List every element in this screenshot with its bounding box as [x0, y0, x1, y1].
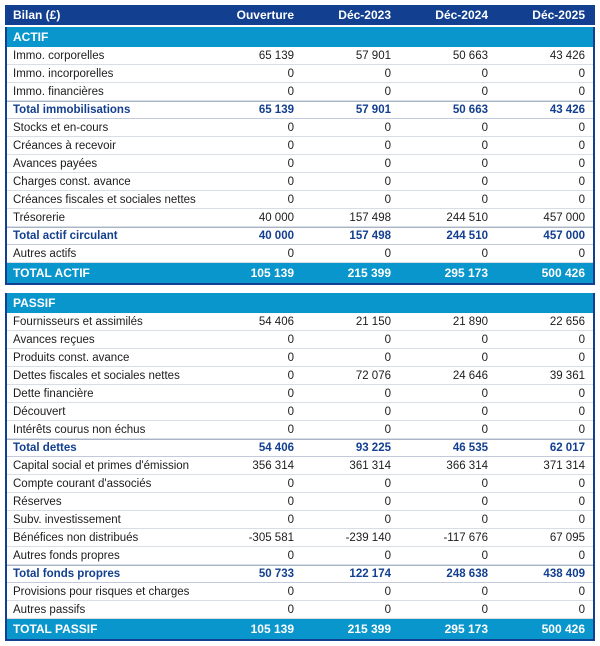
cell-value: 0 [481, 193, 488, 206]
cell-value: 0 [578, 387, 585, 400]
cell-value: 0 [384, 121, 391, 134]
cell-value: 0 [578, 157, 585, 170]
row-label: Total actif circulant [13, 230, 118, 242]
column-header-ouverture: Ouverture [236, 8, 294, 22]
cell-value: 0 [481, 423, 488, 436]
table-row [7, 155, 593, 173]
cell-value: 65 139 [258, 104, 294, 116]
cell-value: -305 581 [248, 531, 294, 544]
cell-value: 0 [578, 585, 585, 598]
row-label: Autres fonds propres [13, 549, 120, 562]
table-row [7, 331, 593, 349]
table-row [7, 547, 593, 565]
section-title: PASSIF [13, 296, 56, 310]
cell-value: 0 [287, 495, 294, 508]
row-label: Découvert [13, 405, 66, 418]
cell-value: 54 406 [258, 315, 294, 328]
cell-value: 0 [384, 193, 391, 206]
table-row [7, 119, 593, 137]
row-label: Fournisseurs et assimilés [13, 315, 143, 328]
cell-value: 57 901 [355, 104, 391, 116]
cell-value: 0 [384, 585, 391, 598]
table-body [5, 27, 595, 641]
cell-value: 0 [384, 67, 391, 80]
row-label: Total immobilisations [13, 104, 131, 116]
table-row [7, 601, 593, 619]
cell-value: 0 [481, 405, 488, 418]
cell-value: 361 314 [349, 459, 391, 472]
subtotal-row [7, 227, 593, 245]
row-label: Immo. financières [13, 85, 104, 98]
table-row [7, 209, 593, 227]
cell-value: 0 [481, 513, 488, 526]
cell-value: 0 [384, 477, 391, 490]
cell-value: 0 [481, 157, 488, 170]
table-row [7, 403, 593, 421]
cell-value: 0 [384, 423, 391, 436]
row-label: Subv. investissement [13, 513, 121, 526]
cell-value: 0 [481, 585, 488, 598]
cell-value: 21 150 [355, 315, 391, 328]
cell-value: 0 [578, 247, 585, 260]
cell-value: 0 [481, 175, 488, 188]
cell-value: 0 [578, 351, 585, 364]
cell-value: 43 426 [549, 104, 585, 116]
row-label: Provisions pour risques et charges [13, 585, 190, 598]
cell-value: 0 [384, 333, 391, 346]
cell-value: 122 174 [349, 568, 391, 580]
table-row [7, 385, 593, 403]
cell-value: 0 [578, 405, 585, 418]
row-label: Charges const. avance [13, 175, 131, 188]
cell-value: 0 [384, 513, 391, 526]
cell-value: 0 [481, 333, 488, 346]
row-label: Stocks et en-cours [13, 121, 109, 134]
cell-value: 0 [287, 333, 294, 346]
total-value: 500 426 [541, 622, 585, 636]
total-value: 215 399 [347, 622, 391, 636]
table-row [7, 65, 593, 83]
row-label: Autres actifs [13, 247, 77, 260]
total-value: 500 426 [541, 266, 585, 280]
cell-value: 157 498 [349, 230, 391, 242]
cell-value: 0 [481, 85, 488, 98]
table-row [7, 367, 593, 385]
row-label: Dette financière [13, 387, 94, 400]
cell-value: 0 [384, 247, 391, 260]
cell-value: 46 535 [452, 442, 488, 454]
table-row [7, 349, 593, 367]
row-label: Créances à recevoir [13, 139, 116, 152]
cell-value: 0 [578, 477, 585, 490]
total-value: 215 399 [347, 266, 391, 280]
row-label: Autres passifs [13, 603, 86, 616]
cell-value: 457 000 [543, 230, 585, 242]
table-header-row [5, 5, 595, 25]
grand-total-row [7, 619, 593, 639]
total-value: 295 173 [444, 266, 488, 280]
row-label: Total fonds propres [13, 568, 121, 580]
row-label: Avances payées [13, 157, 98, 170]
cell-value: 43 426 [549, 49, 585, 62]
section-passif [5, 293, 595, 641]
cell-value: 0 [481, 603, 488, 616]
cell-value: 0 [384, 405, 391, 418]
cell-value: 0 [287, 387, 294, 400]
cell-value: 0 [578, 139, 585, 152]
cell-value: 62 017 [549, 442, 585, 454]
cell-value: 50 663 [452, 104, 488, 116]
cell-value: 457 000 [543, 211, 585, 224]
cell-value: 0 [481, 247, 488, 260]
row-label: Total dettes [13, 442, 77, 454]
cell-value: 0 [287, 423, 294, 436]
table-row [7, 529, 593, 547]
table-row [7, 475, 593, 493]
subtotal-row [7, 101, 593, 119]
cell-value: 0 [481, 549, 488, 562]
cell-value: 0 [287, 549, 294, 562]
cell-value: 0 [287, 351, 294, 364]
cell-value: 0 [384, 175, 391, 188]
subtotal-row [7, 565, 593, 583]
table-row [7, 583, 593, 601]
cell-value: 0 [481, 351, 488, 364]
row-label: Immo. corporelles [13, 49, 105, 62]
row-label: Créances fiscales et sociales nettes [13, 193, 196, 206]
cell-value: 0 [384, 351, 391, 364]
column-header-dec-2025: Déc-2025 [532, 8, 585, 22]
table-title: Bilan (£) [13, 8, 61, 22]
cell-value: 0 [578, 175, 585, 188]
cell-value: 0 [287, 139, 294, 152]
cell-value: 157 498 [349, 211, 391, 224]
cell-value: 0 [384, 157, 391, 170]
cell-value: 0 [287, 85, 294, 98]
cell-value: 0 [287, 121, 294, 134]
row-label: Intérêts courus non échus [13, 423, 146, 436]
cell-value: 39 361 [549, 369, 585, 382]
cell-value: 57 901 [355, 49, 391, 62]
cell-value: 371 314 [543, 459, 585, 472]
row-label: Capital social et primes d'émission [13, 459, 190, 472]
grand-total-row [7, 263, 593, 283]
cell-value: 50 663 [452, 49, 488, 62]
cell-value: 244 510 [446, 230, 488, 242]
cell-value: 0 [384, 549, 391, 562]
cell-value: 366 314 [446, 459, 488, 472]
cell-value: 21 890 [452, 315, 488, 328]
row-label: Avances reçues [13, 333, 95, 346]
table-row [7, 83, 593, 101]
cell-value: 0 [287, 477, 294, 490]
balance-sheet-table [5, 5, 595, 641]
cell-value: 0 [384, 139, 391, 152]
table-row [7, 421, 593, 439]
cell-value: -117 676 [443, 531, 488, 544]
cell-value: 65 139 [258, 49, 294, 62]
row-label: Bénéfices non distribués [13, 531, 139, 544]
cell-value: 0 [578, 495, 585, 508]
row-label: Réserves [13, 495, 62, 508]
row-label: Compte courant d'associés [13, 477, 152, 490]
cell-value: 0 [287, 369, 294, 382]
cell-value: 248 638 [446, 568, 488, 580]
cell-value: 244 510 [446, 211, 488, 224]
table-row [7, 493, 593, 511]
cell-value: 0 [287, 405, 294, 418]
total-label: TOTAL ACTIF [13, 266, 90, 280]
total-label: TOTAL PASSIF [13, 622, 98, 636]
cell-value: 0 [481, 67, 488, 80]
cell-value: -239 140 [345, 531, 391, 544]
cell-value: 0 [578, 513, 585, 526]
cell-value: 0 [287, 175, 294, 188]
total-value: 295 173 [444, 622, 488, 636]
cell-value: 0 [287, 247, 294, 260]
cell-value: 0 [578, 121, 585, 134]
cell-value: 438 409 [543, 568, 585, 580]
table-row [7, 511, 593, 529]
table-row [7, 137, 593, 155]
table-row [7, 245, 593, 263]
cell-value: 0 [287, 157, 294, 170]
cell-value: 0 [287, 193, 294, 206]
total-value: 105 139 [250, 622, 294, 636]
cell-value: 0 [578, 423, 585, 436]
cell-value: 0 [578, 85, 585, 98]
row-label: Dettes fiscales et sociales nettes [13, 369, 180, 382]
column-header-dec-2023: Déc-2023 [338, 8, 391, 22]
cell-value: 0 [287, 67, 294, 80]
cell-value: 0 [287, 603, 294, 616]
cell-value: 0 [481, 495, 488, 508]
cell-value: 0 [481, 477, 488, 490]
table-row [7, 313, 593, 331]
row-label: Produits const. avance [13, 351, 130, 364]
cell-value: 0 [287, 585, 294, 598]
cell-value: 0 [578, 333, 585, 346]
cell-value: 54 406 [258, 442, 294, 454]
cell-value: 22 656 [549, 315, 585, 328]
table-row [7, 173, 593, 191]
cell-value: 0 [384, 603, 391, 616]
row-label: Immo. incorporelles [13, 67, 114, 80]
cell-value: 67 095 [549, 531, 585, 544]
section-header-row [7, 293, 593, 313]
column-header-dec-2024: Déc-2024 [435, 8, 488, 22]
cell-value: 40 000 [258, 211, 294, 224]
row-label: Trésorerie [13, 211, 65, 224]
subtotal-row [7, 439, 593, 457]
section-header-row [7, 27, 593, 47]
cell-value: 50 733 [258, 568, 294, 580]
cell-value: 0 [578, 193, 585, 206]
cell-value: 0 [481, 139, 488, 152]
cell-value: 93 225 [355, 442, 391, 454]
cell-value: 0 [578, 67, 585, 80]
cell-value: 356 314 [252, 459, 294, 472]
cell-value: 24 646 [452, 369, 488, 382]
table-row [7, 47, 593, 65]
cell-value: 72 076 [355, 369, 391, 382]
cell-value: 0 [578, 549, 585, 562]
section-title: ACTIF [13, 30, 49, 44]
table-row [7, 457, 593, 475]
cell-value: 0 [287, 513, 294, 526]
total-value: 105 139 [250, 266, 294, 280]
section-actif [5, 27, 595, 285]
cell-value: 0 [384, 387, 391, 400]
cell-value: 40 000 [258, 230, 294, 242]
cell-value: 0 [481, 121, 488, 134]
table-row [7, 191, 593, 209]
cell-value: 0 [384, 495, 391, 508]
cell-value: 0 [481, 387, 488, 400]
cell-value: 0 [384, 85, 391, 98]
cell-value: 0 [578, 603, 585, 616]
